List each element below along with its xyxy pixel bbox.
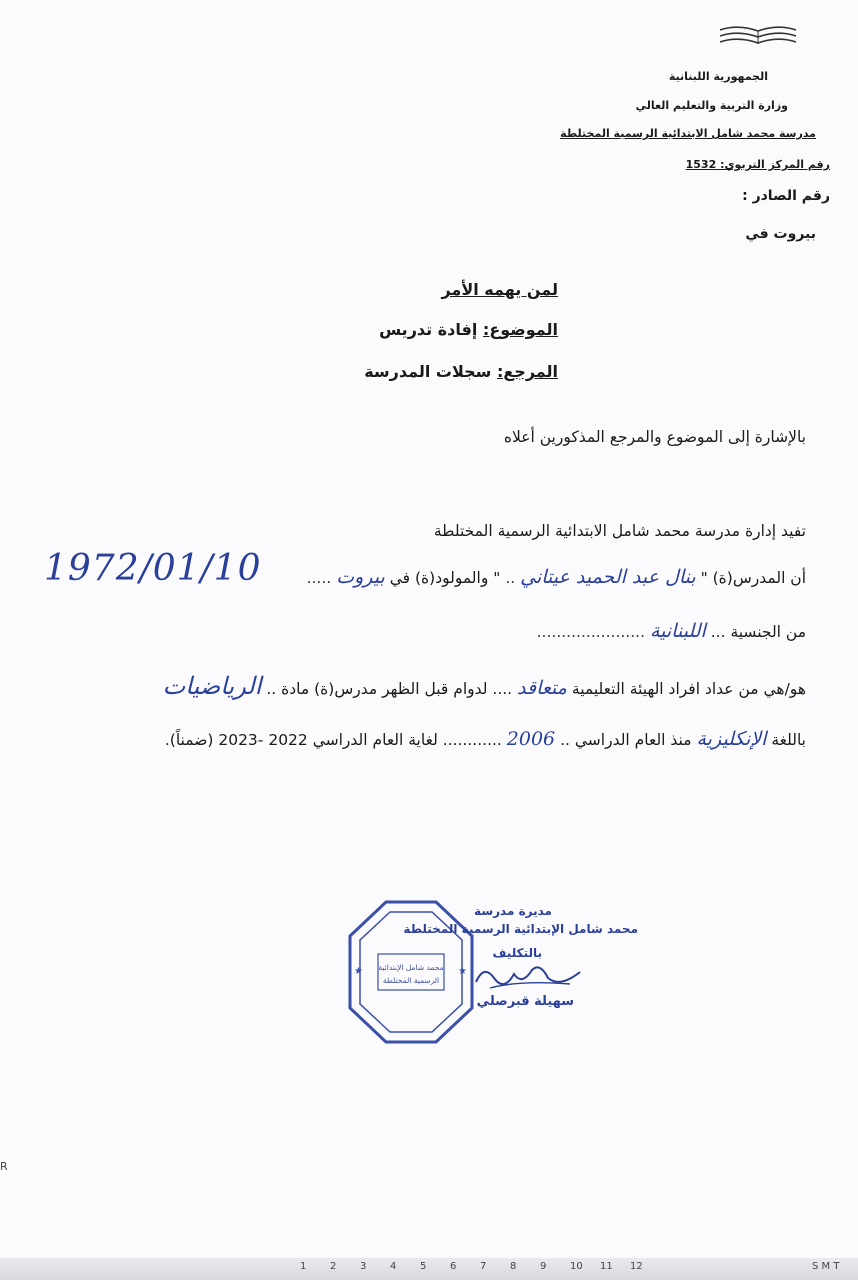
signature-title-2: محمد شامل الإبتدائية الرسمية المختلطة	[403, 922, 638, 936]
stamp-text-2: الرسمية المختلطة	[382, 976, 440, 985]
header-city-date: بيروت في	[745, 226, 816, 242]
ruler-num: 2	[330, 1261, 337, 1272]
header-republic: الجمهورية اللبنانية	[668, 70, 768, 83]
body-line-3: من الجنسية ... اللبنانية ......................	[536, 620, 806, 642]
body-line-2: أن المدرس(ة) " بنال عبد الحميد عيتاني .. " والمولود(ة) في بيروت .....	[306, 566, 806, 588]
ruler-num: 12	[630, 1261, 643, 1272]
ruler-num: 10	[570, 1261, 583, 1272]
ruler-num: 4	[390, 1261, 397, 1272]
subject-taught: الرياضيات	[162, 672, 262, 700]
reference-key: المرجع:	[496, 362, 558, 381]
body-line-4	[6, 672, 806, 700]
stamp-text-1: محمد شامل الإبتدائية	[378, 963, 444, 972]
header-issue-number: رقم الصادر :	[742, 188, 830, 204]
language-value: الإنكليزية	[696, 728, 767, 750]
book-logo-icon	[716, 22, 800, 50]
body-line-1: تفيد إدارة مدرسة محمد شامل الابتدائية الرسمية المختلطة	[433, 522, 806, 540]
reference-value: سجلات المدرسة	[364, 362, 492, 381]
subject-line	[379, 320, 558, 339]
ruler-num: 6	[450, 1261, 457, 1272]
ruler-num: 3	[360, 1261, 367, 1272]
to-whom-heading: لمن يهمه الأمر	[441, 280, 558, 299]
reference-line	[364, 362, 558, 381]
staff-prefix: هو/هي من عداد افراد الهيئة التعليمية	[571, 680, 806, 698]
ruler-num: 9	[540, 1261, 547, 1272]
ruler-strip	[0, 1258, 858, 1280]
edge-mark: R	[0, 1160, 8, 1173]
subject-value: إفادة تدريس	[379, 320, 478, 339]
shift-text: .... لدوام قبل الظهر مدرس(ة) مادة ..	[266, 680, 513, 698]
start-year: 2006	[506, 728, 556, 750]
signature-title-3: بالتكليف	[492, 946, 542, 960]
ruler-num: 5	[420, 1261, 427, 1272]
teacher-prefix: أن المدرس(ة) "	[700, 569, 806, 587]
born-in-text: " والمولود(ة) في	[389, 569, 501, 587]
school-stamp-icon	[346, 898, 476, 1046]
signature-name: سهيلة قبرصلي	[476, 994, 574, 1009]
header-ministry: وزارة التربية والتعليم العالي	[635, 99, 788, 112]
body-line-5	[6, 728, 806, 750]
nationality-prefix: من الجنسية ...	[710, 623, 806, 641]
ruler-num: 7	[480, 1261, 487, 1272]
language-prefix: باللغة	[771, 731, 806, 749]
employment-status: متعاقد	[517, 677, 567, 699]
intro-line: بالإشارة إلى الموضوع والمرجع المذكورين أعلاه	[503, 428, 806, 446]
handwritten-signature-icon	[470, 958, 590, 994]
ruler-num: 8	[510, 1261, 517, 1272]
svg-text:★: ★	[354, 966, 363, 977]
subject-key: الموضوع:	[482, 320, 558, 339]
signature-title-1: مديرة مدرسة	[474, 904, 552, 918]
header-school: مدرسة محمد شامل الابتدائية الرسمية المختلطة	[560, 127, 816, 140]
ruler-num: S M T	[812, 1261, 840, 1272]
svg-text:★: ★	[458, 966, 467, 977]
header-center-number: رقم المركز التربوي: 1532	[685, 158, 830, 171]
birth-place: بيروت	[336, 566, 385, 588]
birth-date: 1972/01/10	[44, 548, 262, 589]
since-year-text: منذ العام الدراسي ..	[560, 731, 692, 749]
ruler-num: 11	[600, 1261, 613, 1272]
ruler-num: 1	[300, 1261, 307, 1272]
nationality-value: اللبنانية	[649, 620, 706, 642]
until-year-text: ............ لغاية العام الدراسي 2022 -2023 (ضمناً).	[164, 731, 502, 749]
teacher-name: بنال عبد الحميد عيتاني	[520, 566, 696, 588]
